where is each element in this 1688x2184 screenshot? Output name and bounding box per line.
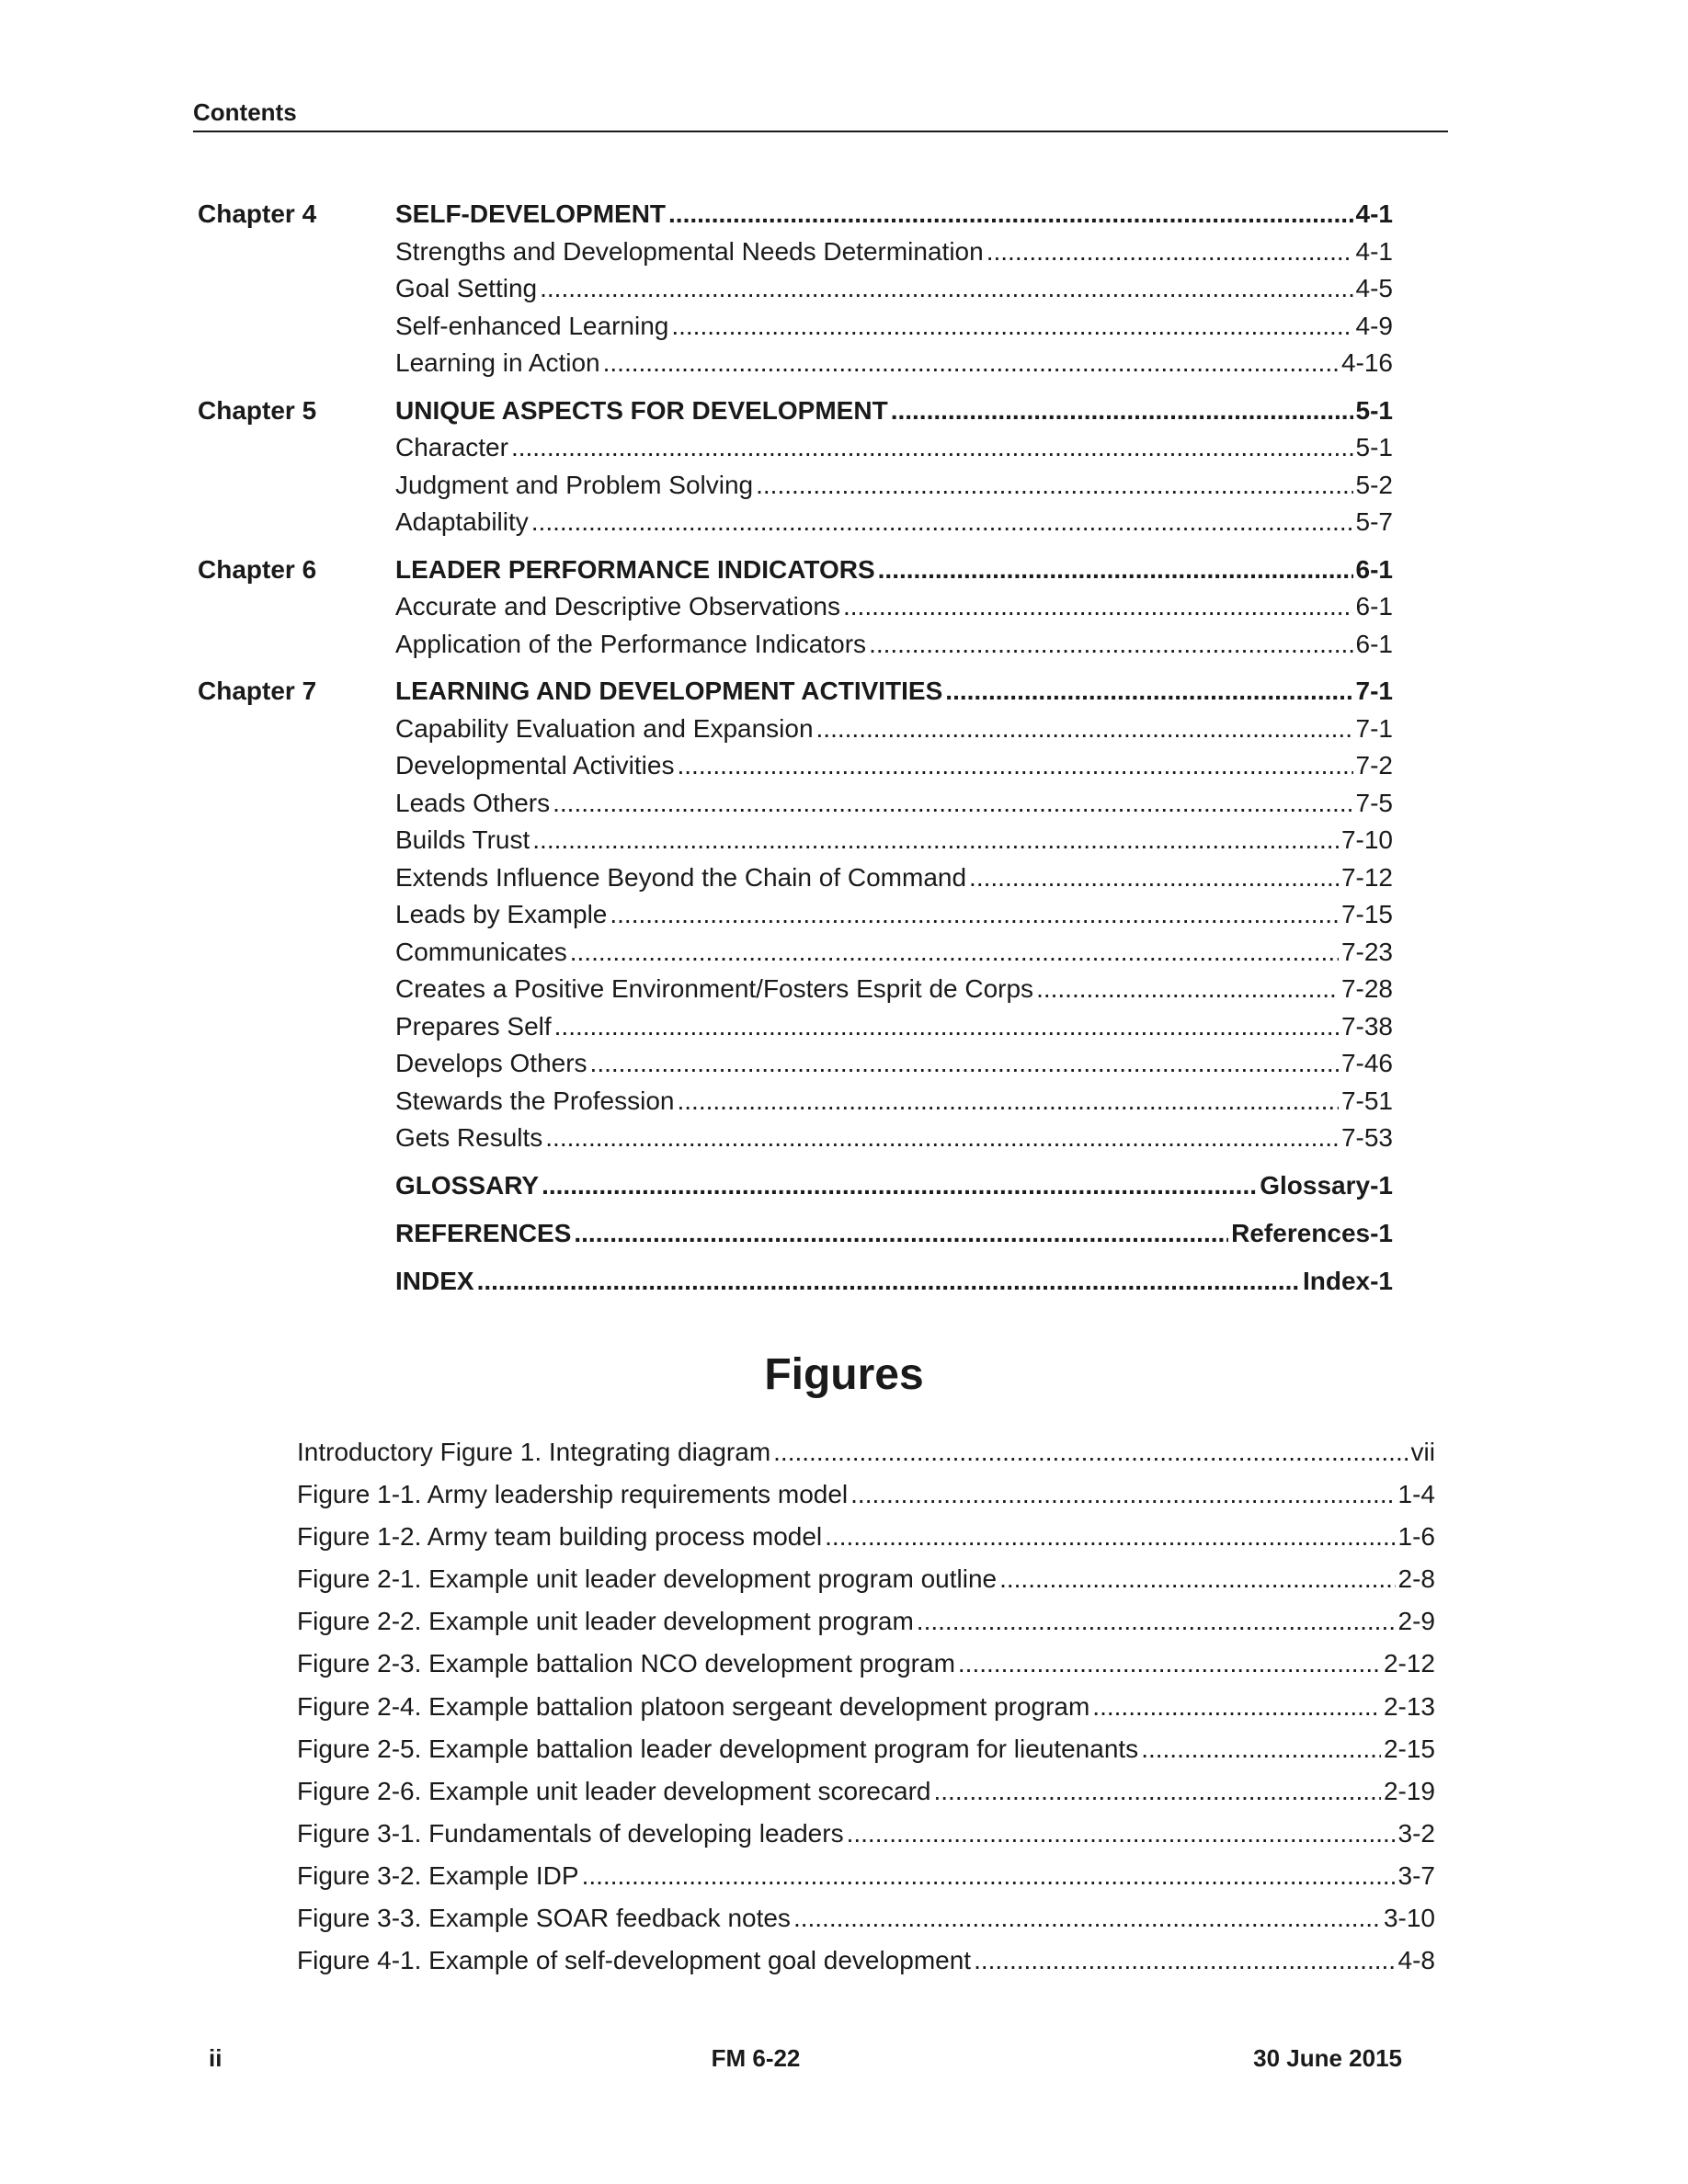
dot-leader [969, 859, 1339, 897]
dot-leader [574, 1215, 1228, 1253]
entry-page: vii [1410, 1438, 1435, 1466]
entry-title: Prepares Self [395, 1011, 552, 1041]
publication-id: FM 6-22 [711, 2044, 801, 2072]
dot-leader [869, 626, 1352, 664]
dot-leader [545, 1120, 1339, 1157]
dot-leader [668, 196, 1353, 233]
dot-leader [477, 1263, 1300, 1301]
dot-leader [974, 1939, 1395, 1982]
dot-leader [603, 345, 1339, 382]
toc-entry[interactable] [395, 588, 1393, 626]
toc-chapter [198, 196, 1393, 382]
figure-entry[interactable] [297, 1516, 1435, 1558]
entry-title: Gets Results [395, 1123, 543, 1152]
toc-entry[interactable] [395, 1008, 1393, 1046]
entry-page: 3-7 [1397, 1860, 1435, 1890]
entry-page: 4-1 [1355, 199, 1393, 228]
toc-entry[interactable] [395, 626, 1393, 664]
dot-leader [850, 1473, 1395, 1516]
entry-title: Builds Trust [395, 825, 530, 854]
entry-title: Figure 2-2. Example unit leader development program [297, 1607, 914, 1636]
toc-entry[interactable] [395, 711, 1393, 748]
entry-page: 7-53 [1340, 1123, 1393, 1152]
entry-title: Accurate and Descriptive Observations [395, 592, 840, 620]
entry-title: Extends Influence Beyond the Chain of Command [395, 862, 967, 892]
figure-entry[interactable] [297, 1728, 1435, 1770]
dot-leader [678, 1083, 1339, 1120]
toc-entry[interactable] [395, 270, 1393, 308]
chapter-number: Chapter 5 [198, 395, 317, 425]
toc-entry[interactable] [395, 822, 1393, 859]
dot-leader [540, 270, 1352, 308]
entry-page: 2-13 [1383, 1691, 1435, 1721]
entry-title: Figure 2-5. Example battalion leader development program for lieutenants [297, 1734, 1139, 1763]
entry-title: Figure 2-1. Example unit leader development program outline [297, 1564, 998, 1594]
dot-leader [1141, 1728, 1381, 1770]
entry-title: Figure 1-2. Army team building process model [297, 1522, 823, 1552]
entry-page: 2-12 [1383, 1649, 1435, 1678]
toc-entry[interactable] [395, 971, 1393, 1008]
running-head: Contents [193, 96, 1448, 132]
entry-page: 7-10 [1340, 825, 1393, 854]
dot-leader [958, 1643, 1381, 1685]
toc-chapter-title-row[interactable] [395, 196, 1393, 233]
entry-title: Goal Setting [395, 274, 538, 302]
toc-entry[interactable] [395, 233, 1393, 271]
dot-leader [945, 673, 1352, 711]
entry-title: Introductory Figure 1. Integrating diagram [297, 1438, 771, 1466]
entry-title: LEADER PERFORMANCE INDICATORS [395, 554, 875, 584]
entry-page: 7-1 [1355, 677, 1393, 705]
toc-entry[interactable] [395, 429, 1393, 467]
toc-index-row[interactable] [395, 1263, 1393, 1301]
figure-entry[interactable] [297, 1431, 1435, 1473]
toc-entry[interactable] [395, 896, 1393, 934]
entry-title: Stewards the Profession [395, 1086, 675, 1115]
dot-leader [891, 392, 1353, 430]
toc-entry[interactable] [395, 1083, 1393, 1120]
entry-page: Index-1 [1302, 1266, 1393, 1295]
entry-title: Self-enhanced Learning [395, 311, 669, 340]
entry-page: 7-5 [1355, 788, 1393, 817]
entry-title: Figure 3-2. Example IDP [297, 1860, 579, 1890]
entry-page: 7-12 [1340, 862, 1393, 892]
toc-entry[interactable] [395, 785, 1393, 823]
figure-entry[interactable] [297, 1855, 1435, 1897]
toc-entry[interactable] [395, 504, 1393, 541]
toc-glossary-row[interactable] [395, 1167, 1393, 1205]
entry-title: Figure 2-6. Example unit leader development scorecard [297, 1776, 931, 1805]
entry-page: 3-10 [1383, 1904, 1435, 1933]
dot-leader [542, 1167, 1257, 1205]
entry-page: 1-6 [1397, 1522, 1435, 1552]
entry-page: 7-23 [1340, 937, 1393, 966]
chapter-number: Chapter 4 [198, 199, 317, 228]
entry-page: 2-8 [1397, 1564, 1435, 1594]
dot-leader [570, 934, 1339, 972]
dot-leader [933, 1770, 1380, 1813]
toc-entry[interactable] [395, 747, 1393, 785]
toc-chapter [198, 552, 1393, 664]
entry-page: 6-1 [1355, 629, 1393, 658]
dot-leader [677, 747, 1352, 785]
entry-title: Judgment and Problem Solving [395, 470, 754, 499]
toc-entry[interactable] [395, 1120, 1393, 1157]
entry-title: REFERENCES [395, 1218, 572, 1247]
entry-title: Developmental Activities [395, 751, 675, 779]
entry-title: Develops Others [395, 1049, 587, 1077]
entry-page: 3-2 [1397, 1818, 1435, 1848]
entry-title: UNIQUE ASPECTS FOR DEVELOPMENT [395, 395, 888, 425]
dot-leader [1092, 1686, 1381, 1728]
toc-entry[interactable] [395, 1045, 1393, 1083]
entry-page: 7-51 [1340, 1086, 1393, 1115]
chapter-number: Chapter 6 [198, 554, 317, 584]
page-footer [198, 2042, 1402, 2075]
dot-leader [843, 588, 1353, 626]
entry-page: 7-28 [1340, 974, 1393, 1003]
entry-title: SELF-DEVELOPMENT [395, 199, 667, 228]
dot-leader [793, 1897, 1381, 1939]
dot-leader [553, 785, 1352, 823]
entry-title: Figure 2-3. Example battalion NCO development program [297, 1649, 955, 1678]
figure-entry[interactable] [297, 1600, 1435, 1643]
figure-entry[interactable] [297, 1686, 1435, 1728]
dot-leader [582, 1855, 1396, 1897]
entry-page: 2-19 [1383, 1776, 1435, 1805]
entry-title: Application of the Performance Indicators [395, 629, 867, 658]
dot-leader [511, 429, 1353, 467]
publication-date: 30 June 2015 [1253, 2044, 1402, 2072]
dot-leader [671, 308, 1352, 346]
dot-leader [532, 822, 1339, 859]
figure-entry[interactable] [297, 1770, 1435, 1813]
entry-page: 7-46 [1340, 1049, 1393, 1077]
toc-entry[interactable] [395, 345, 1393, 382]
entry-title: Leads by Example [395, 900, 608, 928]
toc-entry[interactable] [395, 467, 1393, 505]
entry-page: 4-9 [1355, 311, 1393, 340]
toc-chapter-title-row[interactable] [395, 673, 1393, 711]
entry-page: 4-5 [1355, 274, 1393, 302]
entry-page: 7-1 [1355, 713, 1393, 743]
entry-title: Character [395, 433, 508, 461]
entry-page: 2-15 [1383, 1734, 1435, 1763]
entry-page: 5-7 [1355, 507, 1393, 536]
toc-entry[interactable] [395, 859, 1393, 897]
dot-leader [610, 896, 1339, 934]
dot-leader [590, 1045, 1339, 1083]
dot-leader [987, 233, 1353, 271]
figure-entry[interactable] [297, 1813, 1435, 1855]
entry-page: 5-1 [1355, 395, 1393, 425]
entry-title: Adaptability [395, 507, 529, 536]
dot-leader [531, 504, 1353, 541]
entry-title: LEARNING AND DEVELOPMENT ACTIVITIES [395, 677, 943, 705]
toc-chapter [198, 673, 1393, 1157]
page-number: ii [209, 2044, 222, 2072]
dot-leader [999, 1558, 1395, 1600]
list-of-figures [297, 1431, 1435, 1982]
figure-entry[interactable] [297, 1473, 1435, 1516]
dot-leader [1036, 971, 1339, 1008]
chapter-entries [395, 673, 1393, 1157]
entry-title: Communicates [395, 937, 567, 966]
entry-page: 1-4 [1397, 1480, 1435, 1509]
chapter-entries [395, 196, 1393, 382]
entry-page: 4-8 [1397, 1946, 1435, 1975]
entry-title: Figure 3-3. Example SOAR feedback notes [297, 1904, 791, 1933]
dot-leader [554, 1008, 1339, 1046]
entry-title: GLOSSARY [395, 1170, 540, 1200]
toc-chapter [198, 392, 1393, 541]
entry-page: 2-9 [1397, 1607, 1435, 1636]
entry-page: 4-16 [1340, 348, 1393, 377]
dot-leader [773, 1431, 1408, 1473]
dot-leader [878, 552, 1353, 589]
entry-page: 4-1 [1355, 236, 1393, 266]
chapter-number: Chapter 7 [198, 677, 317, 705]
entry-page: 5-2 [1355, 470, 1393, 499]
toc-backmatter [395, 1167, 1393, 1301]
chapter-entries [395, 552, 1393, 664]
figure-entry[interactable] [297, 1558, 1435, 1600]
dot-leader [756, 467, 1352, 505]
figure-entry[interactable] [297, 1897, 1435, 1939]
entry-title: Figure 1-1. Army leadership requirements model [297, 1480, 849, 1509]
dot-leader [847, 1813, 1396, 1855]
toc-entry[interactable] [395, 308, 1393, 346]
dot-leader [825, 1516, 1395, 1558]
entry-page: References-1 [1231, 1218, 1393, 1247]
entry-title: Creates a Positive Environment/Fosters Esprit de Corps [395, 974, 1034, 1003]
toc-chapter-title-row[interactable] [395, 392, 1393, 430]
entry-title: Figure 2-4. Example battalion platoon sergeant development program [297, 1691, 1090, 1721]
dot-leader [917, 1600, 1396, 1643]
entry-title: Leads Others [395, 788, 551, 817]
toc-references-row[interactable] [395, 1215, 1393, 1253]
entry-page: Glossary-1 [1260, 1170, 1393, 1200]
table-of-contents [198, 196, 1393, 1311]
entry-page: 5-1 [1355, 433, 1393, 461]
entry-page: 7-38 [1340, 1011, 1393, 1041]
entry-page: 7-2 [1355, 751, 1393, 779]
entry-page: 7-15 [1340, 900, 1393, 928]
toc-chapter-title-row[interactable] [395, 552, 1393, 589]
figure-entry[interactable] [297, 1939, 1435, 1982]
chapter-entries [395, 392, 1393, 541]
dot-leader [816, 711, 1353, 748]
entry-page: 6-1 [1355, 554, 1393, 584]
figure-entry[interactable] [297, 1643, 1435, 1685]
entry-title: Capability Evaluation and Expansion [395, 713, 814, 743]
entry-page: 6-1 [1355, 592, 1393, 620]
entry-title: Figure 4-1. Example of self-development goal development [297, 1946, 972, 1975]
entry-title: Strengths and Developmental Needs Determination [395, 236, 984, 266]
toc-entry[interactable] [395, 934, 1393, 972]
entry-title: INDEX [395, 1266, 474, 1295]
entry-title: Figure 3-1. Fundamentals of developing leaders [297, 1818, 844, 1848]
figures-heading: Figures [764, 1350, 924, 1399]
entry-title: Learning in Action [395, 348, 600, 377]
